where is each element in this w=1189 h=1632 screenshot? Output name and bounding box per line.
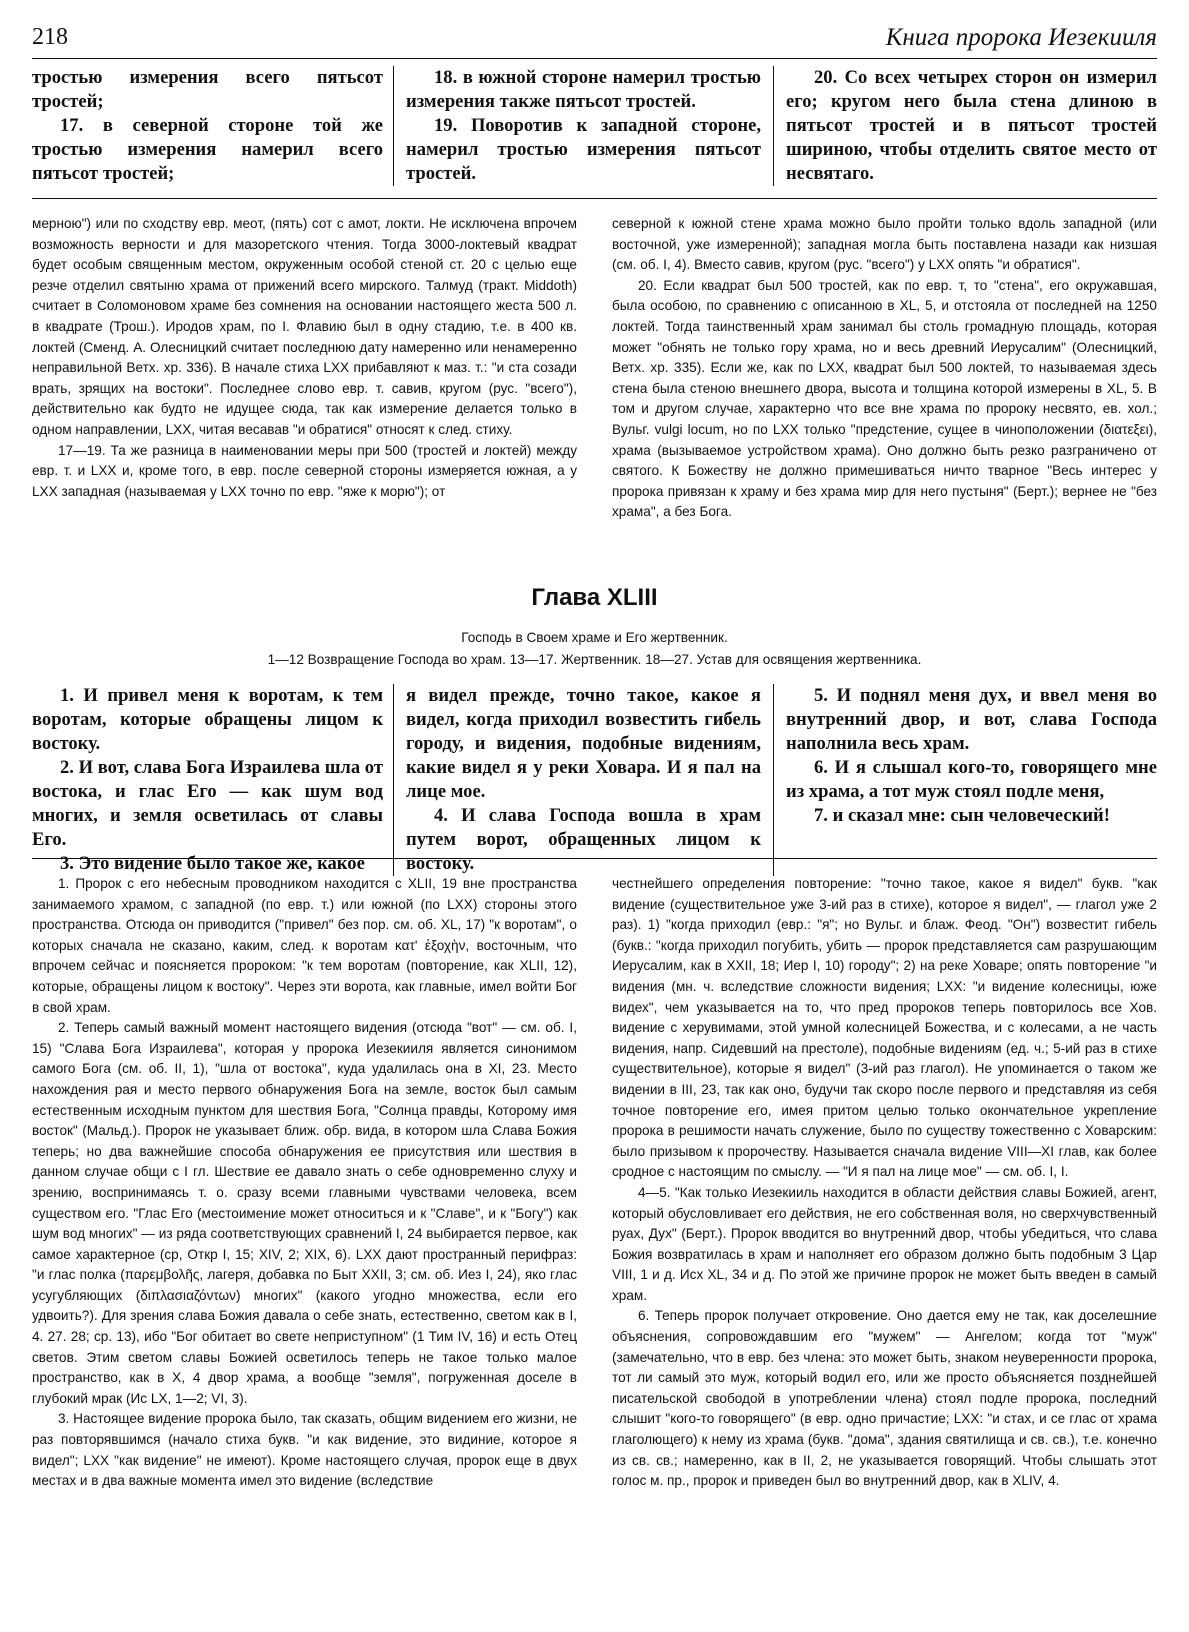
verse-text: 1. И привел меня к воротам, к тем воротам, которые обращены лицом к востоку. (32, 685, 383, 754)
chapter-subtitle: Господь в Своем храме и Его жертвенник. (461, 630, 728, 645)
top-bible-column-2 (394, 66, 774, 186)
section-divider (32, 858, 1157, 859)
commentary-paragraph: 20. Если квадрат был 500 тростей, как по евр. т, то "стена", его окружавшая, была особою, по сравнению с описанною в XL, 5, и отстояла от последней на 1250 локтей. Тогда таинственный храм занимал бы столь громадную площадь, которая может "обнять не только гору храма, но и весь древний Иерусалим" (Олесницкий, Ветх. хр. 335). Если же, как по LXX, квадрат был 500 локтей, то называемая здесь стена была стеною внешнего двора, высота и толщина которой измерены в XL, 5. В том и другом случае, характерно что все вне храма по пророку несвято, ев. хол.; Вульг. vulgi locum, но по LXX только "предстение, сущее в чиноположении (διατεξει), храма (вызываемое устройством храма). Оно должно быть резко разграничено от святого. К Божеству не должно примешиваться ничто тварное "Весь интерес у пророка привязан к храму и без храма мир для него пустыня" (Берт.); вернее не "без храма", а без Бога. (612, 277, 1157, 520)
verse-text: 2. И вот, слава Бога Израилева шла от востока, и глас Его — как шум вод многих, и земля осветилась от славы Его. (32, 757, 383, 850)
commentary-paragraph: 1. Пророк с его небесным проводником находится с XLII, 19 вне пространства занимаемого храмом, с западной (по евр. т.) или южной (по LXX) стороны этого пространства. Отсюда он приводится ("привел" без пор. см. об. XL, 17) "к воротам", о которых сначала не сказано, каким, след. к воротам κατ' ἐξοχὴν, восточным, что впрочем сейчас и поясняется пророком: "к тем воротам (повторение, как XLII, 12), которые, обращены лицом к востоку". Через эти ворота, как главные, имел войти Бог в свой храм. (32, 876, 577, 1015)
verse-text: 4. И слава Господа вошла в храм путем ворот, обращенных лицом к востоку. (406, 805, 761, 874)
top-bible-column-1 (32, 66, 394, 186)
verse-text: 6. И я слышал кого-то, говорящего мне из храма, а тот муж стоял подле меня, (786, 757, 1157, 802)
verse-text: я видел прежде, точно такое, какое я видел, когда приходил возвестить гибель городу, и видения, подобные видениям, какие видел я у реки Ховара. И я пал на лице мое. (406, 685, 761, 802)
header-rule (32, 58, 1157, 59)
commentary-paragraph: 6. Теперь пророк получает откровение. Оно дается ему не так, как доселешние объяснения, сопровождавшим его "мужем" — Ангелом; когда тот "муж" (замечательно, что в евр. без члена: это может быть, знаком неуверенности пророка, тот ли самый это муж, который водил его, или же просто объясняется позднейшей писательской свободой в употреблении члена) стоял подле пророка, последний слышит "кого-то говорящего" (в евр. одно причастие; LXX: "и стах, и се глас от храма глаголющего) к нему из храма (букв. "дома", здания святилища и св. св.), т.е. конечно из св. св.; намеренно, как в II, 2, не указывается говорящий. Чтобы слышать этот голос м. пр., пророк и приведен был во внутренний двор, как в XLIV, 4. (612, 1308, 1157, 1489)
verse-text: 20. Со всех четырех сторон он измерил его; кругом него была стена длиною в пятьсот тростей и в пятьсот тростей шириною, чтобы отделить святое место от несвятаго. (786, 67, 1157, 184)
verse-text: тростью измерения всего пятьсот тростей; (32, 67, 383, 112)
verse-text: 18. в южной стороне намерил тростью измерения также пятьсот тростей. (406, 67, 761, 112)
running-title: Книга пророка Иезекииля (885, 24, 1157, 51)
verse-text: 3. Это видение было такое же, какое (60, 853, 365, 874)
chapter-bible-column-3 (774, 684, 1157, 876)
chapter-bible-column-2 (394, 684, 774, 876)
chapter-bible-column-1 (32, 684, 394, 876)
commentary-paragraph: 2. Теперь самый важный момент настоящего видения (отсюда "вот" — см. об. I, 15) "Слава Бога Израилева", которая у пророка Иезекииля является синонимом самого Бога (см. об. II, 1), "шла от востока", куда удалилась она в XI, 23. Место нахождения рая и место первого обнаружения Бога на земле, восток был самым естественным исходным пунктом для шествия Бога, "Солнца правды, Которому имя восток" (Мальд.). Пророк не указывает ближ. обр. вида, в котором шла Слава Божия теперь; но два важнейшие способа обнаружения ее присутствия или шествия в данном случае общи с I гл. Шествие ее давало знать о себе одновременно слуху и зрению, воспринимаясь т. о. сразу всеми главными чувствами человека, всем существом его. "Глас Его (местоимение может относиться и к "Славе", и к "Богу") как шум вод многих" — из ряда соответствующих сравнений I, 24 выбирается первое, как самое характерное (ср, Откр I, 15; XIV, 2; XIX, 6). LXX дают пространный перифраз: "и глас полка (παρεμβολῆς, лагеря, добавка по Быт XXII, 3; см. об. Иез I, 24), яко глас усугубляющих (διπλασιαζόντων) многих" (какого угодно множества, если его удвоить?). Для зрения слава Божия давала о себе знать, естественно, светом как в I, 4. 27. 28; ср. 13), ибо "Бог обитает во свете неприступном" (1 Тим IV, 16) и есть Отец светов. Этим светом славы Божией осветилось теперь не такое только малое пространство, как в X, 4 двор храма, а вообще "земля", погруженная доселе в глубокий мрак (Ис LX, 1—2; VI, 3). (32, 1020, 577, 1406)
commentary-column-left (32, 874, 577, 1492)
commentary-column-left (32, 214, 577, 523)
section-divider (32, 198, 1157, 199)
commentary-paragraph: 3. Настоящее видение пророка было, так сказать, общим видением его жизни, не раз повторявшимся (начало стиха букв. "и как видение, это видиние, которое я видел"; LXX "как видение" не имеют). Кроме настоящего случая, пророк еще в двух местах и в два важные момента имел это видение (вследствие (32, 1411, 577, 1489)
top-commentary (32, 214, 1157, 523)
verse-text: 5. И поднял меня дух, и ввел меня во внутренний двор, и вот, слава Господа наполнила весь храм. (786, 685, 1157, 754)
verse-text: 7. и сказал мне: сын человеческий! (814, 805, 1110, 826)
chapter-bible-text (32, 684, 1157, 876)
commentary-column-right (612, 214, 1157, 523)
chapter-contents: 1—12 Возвращение Господа во храм. 13—17. Жертвенник. 18—27. Устав для освящения жертвенника. (267, 652, 922, 667)
commentary-paragraph: северной к южной стене храма можно было пройти только вдоль западной (или восточной, уже измеренной); западная могла быть поставлена назади как низшая (см. об. I, 4). Вместо савив, кругом (рус. "всего") у LXX опять "и обратися". (612, 216, 1157, 273)
chapter-title: Глава XLIII (531, 584, 658, 611)
commentary-paragraph: 4—5. "Как только Иезекииль находится в области действия славы Божией, агент, который обусловливает его действия, не его собственная воля, но сверхчувственный руах, Дух" (Берт.). Пророк вводится во внутренний двор, чтобы убедиться, что слава Божия возвратилась в храм и наполняет его образом должно быть подобным 3 Цар VIII, 1 и д. Исх XL, 34 и д. По этой же причине пророк не может быть введен в самый храм. (612, 1184, 1157, 1303)
commentary-paragraph: 17—19. Та же разница в наименовании меры при 500 (тростей и локтей) между евр. т. и LXX и, кроме того, в евр. после северной стороны измеряется южная, а у LXX западная (называемая у LXX точно по евр. "яже к морю"); от (32, 442, 577, 499)
page-number: 218 (32, 24, 68, 50)
commentary-paragraph: мерною") или по сходству евр. меот, (пять) сот с амот, локти. Не исключена впрочем возможность верности и для мазоретского чтения. Тогда 3000-локтевый квадрат будет особым священным местом, окруженным особой стеной ст. 20 с целью еще резче отделил святыню храма от прижений всего мирского. Талмуд (тракт. Middoth) считает в Соломоновом храме без сомнения на основании настоящего жеста 500 л. в квадрате (Трош.). Иродов храм, по I. Флавию был в одну стадию, т.е. в 400 кв. локтей (Сменд. А. Олесницкий считает последнюю дату намеренно или ненамеренно неправильной Ветх. хр. 336). В начале стиха LXX прибавляют к маз. т.: "и ста созади врать, зрящих на востоки". Последнее слово евр. т. савив, кругом (рус. "всего"), действительно как будто не идущее сюда, так как измерение делается только в одном направлении, LXX, читая весавав "и обратися" относят к след. стиху. (32, 216, 577, 437)
verse-text: 17. в северной стороне той же тростью измерения намерил всего пятьсот тростей; (32, 115, 383, 184)
page-header (32, 24, 1157, 62)
bottom-commentary (32, 874, 1157, 1492)
commentary-paragraph: честнейшего определения повторение: "точно такое, какое я видел" букв. "как видение (существительное уже 3-ий раз в стихе), которое я видел", — глагол уже 2 раз). 1) "когда приходил (евр.: "я"; но Вульг. и блаж. Феод. "Он") возвестит гибель (букв.: "когда приходил погубить, убить — пророк представляется сам разрушающим Иерусалим, как в XXII, 18; Иер I, 10) городу"; 2) на реке Ховаре; опять повторение "и видения (мн. ч. вследствие сложности видения; LXX: "и видение колесницы, юже видех", чем указывается на то, что пред пророков теперь повторилось все Хов. видение с херувимами, этой умной колесницей Божества, и с колесами, а не часть видения, напр. Сидевший на престоле), подобные видениям (ед. ч.; 5-ий раз в стихе существительное), которые я видел" (3-ий раз глагол). Не упоминается о таком же видении в III, 23, так как оно, будучи так скоро после первого и представляя из себя точное повторение его, имея притом целью только окончательное укрепление пророка в решимости начать служение, было по существу тожественно с Ховарским: было призывом к пророчеству. Называется сначала видение VIII—XI глав, как более сродное с настоящим по смыслу. — "И я пал на лице мое" — см. об. I, I. (612, 876, 1157, 1180)
verse-text: 19. Поворотив к западной стороне, намерил тростью измерения пятьсот тростей. (406, 115, 761, 184)
top-bible-text (32, 66, 1157, 186)
top-bible-column-3 (774, 66, 1157, 186)
commentary-column-right (612, 874, 1157, 1492)
